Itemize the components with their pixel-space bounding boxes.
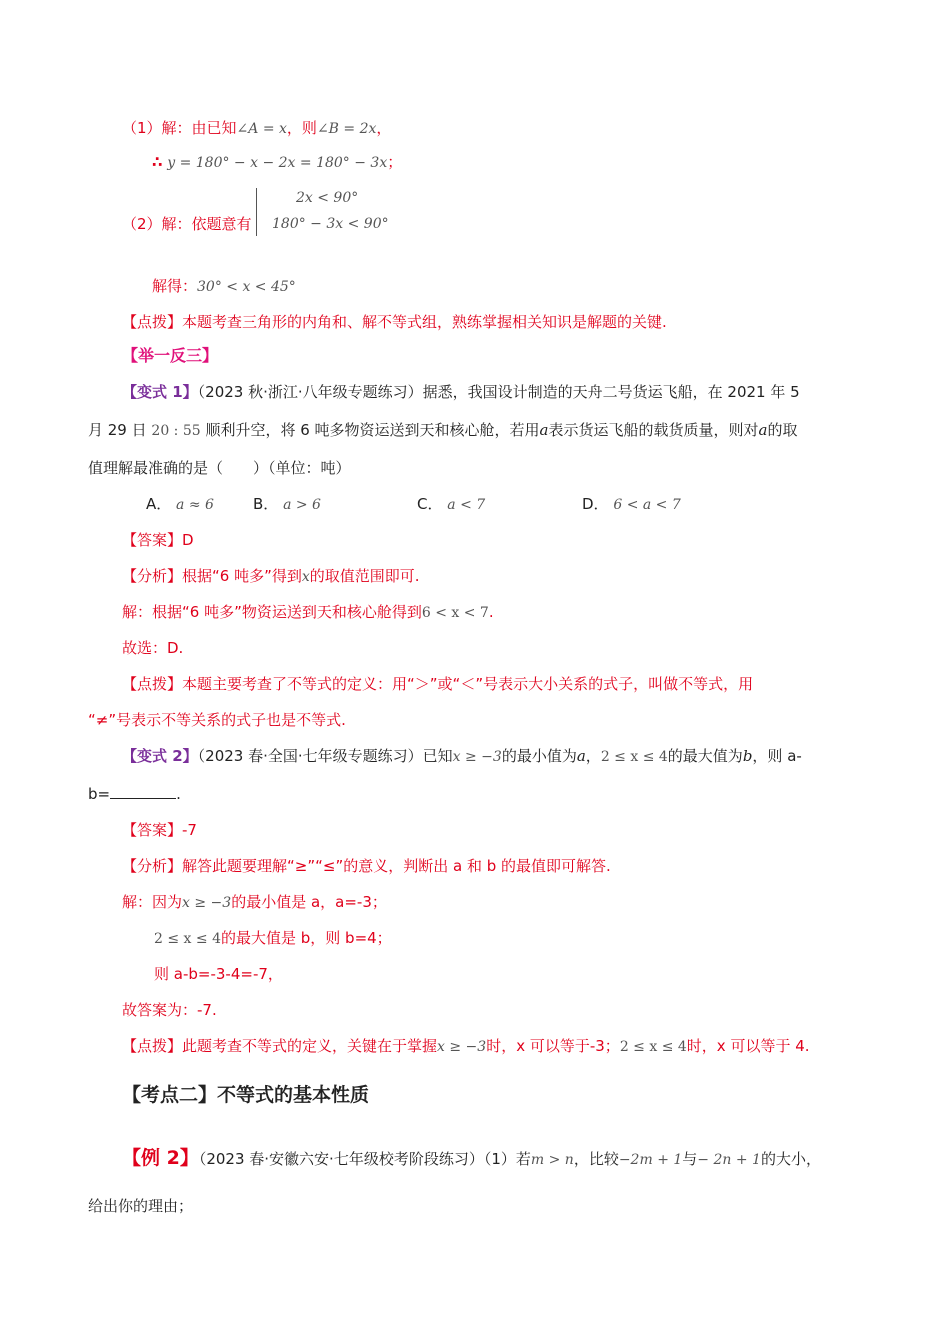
var-a: a xyxy=(576,747,586,765)
solution-v2-1-pre: 解：因为 xyxy=(122,893,183,911)
practice-heading: 【举一反三】 xyxy=(122,346,219,365)
tip-2-text-1: 本题主要考查了不等式的定义：用“＞”或“＜”号表示大小关系的式子，叫做不等式，用 xyxy=(182,675,754,693)
answer-blank[interactable] xyxy=(110,784,176,799)
variant-1-text-2a: 月 29 日 xyxy=(88,421,147,439)
tip-3-pre: 此题考查不等式的定义，关键在于掌握 xyxy=(182,1037,438,1055)
tip-1 xyxy=(122,312,667,332)
solution-2-prefix: （2）解：依题意有 xyxy=(122,215,252,233)
example-2-label: 【例 2】 xyxy=(122,1147,199,1169)
tip-2-line-1 xyxy=(122,674,753,694)
solution-1-line xyxy=(122,118,391,139)
option-d-math: 6 < a < 7 xyxy=(613,497,681,513)
example-2-and: 与 xyxy=(682,1150,698,1168)
solution-2b-prefix: 解得： xyxy=(152,277,198,295)
option-a-math: a ≈ 6 xyxy=(176,497,214,513)
tip-2-label: 【点拨】 xyxy=(122,675,183,693)
variant-2-b-eq: b= xyxy=(88,785,111,803)
tip-1-text: 本题考查三角形的内角和、解不等式组，熟练掌握相关知识是解题的关键. xyxy=(182,313,667,331)
analysis-1-pre: 根据“6 吨多”得到 xyxy=(182,567,302,585)
solution-1-end: ， xyxy=(376,119,392,137)
variant-2-mid1: 的最小值为 xyxy=(501,747,577,765)
tip-1-label: 【点拨】 xyxy=(122,313,183,331)
answer-2-text: -7 xyxy=(182,821,197,839)
solution-v2-2 xyxy=(154,928,392,949)
variant-2-mid2: 的最大值为 xyxy=(667,747,743,765)
solution-v2-4: 故答案为：-7. xyxy=(122,1001,217,1019)
system-eq-2: 180° − 3x < 90° xyxy=(272,216,389,232)
option-b xyxy=(253,494,321,515)
option-c-label: C． xyxy=(417,495,443,513)
variant-1-label: 【变式 1】 xyxy=(122,383,198,401)
therefore-symbol: ∴ xyxy=(152,153,163,171)
system-eq-1: 2x < 90° xyxy=(296,190,359,206)
solution-2b-line xyxy=(152,276,296,297)
math-m-gt-n: m > n xyxy=(530,1152,574,1168)
solution-1-prefix: （1）解：由已知 xyxy=(122,119,237,137)
solution-v2-2-post: 的最大值是 b，则 b=4； xyxy=(220,929,392,947)
math-y-expression: y = 180° − x − 2x = 180° − 3x xyxy=(167,155,388,171)
solution-1b-end: ； xyxy=(387,153,403,171)
variant-2-line-2 xyxy=(88,784,181,804)
variant-2-pre: （2023 春·全国·七年级专题练习）已知 xyxy=(197,747,453,765)
analysis-2-label: 【分析】 xyxy=(122,857,183,875)
tip-3-label: 【点拨】 xyxy=(122,1037,183,1055)
answer-1-text: D xyxy=(182,531,194,549)
analysis-2 xyxy=(122,856,611,876)
variant-2-comma: ， xyxy=(585,747,601,765)
option-a xyxy=(146,494,214,515)
analysis-1-post: 的取值范围即可. xyxy=(309,567,420,585)
tip-3-mid: 时，x 可以等于-3； xyxy=(486,1037,620,1055)
variant-1-text-2b: 顺利升空，将 6 吨多物资运送到天和核心舱，若用 xyxy=(205,421,540,439)
variant-1-line-1 xyxy=(122,382,800,402)
tip-3 xyxy=(122,1036,810,1057)
variant-2-dot: . xyxy=(176,785,181,803)
math-neg2n-plus-1: − 2n + 1 xyxy=(697,1152,761,1168)
math-angle-b: ∠B = 2x xyxy=(316,121,377,137)
section-heading: 【考点二】不等式的基本性质 xyxy=(122,1084,370,1106)
math-range-result: 30° < x < 45° xyxy=(197,279,296,295)
solution-v1-post: . xyxy=(488,603,494,621)
math-neg2m-plus-1: −2m + 1 xyxy=(618,1152,683,1168)
var-a: a xyxy=(758,421,768,439)
example-2-post: 的大小， xyxy=(760,1150,821,1168)
variant-1-line-2 xyxy=(88,420,797,441)
math-2-x-4: 2 ≤ x ≤ 4 xyxy=(619,1039,687,1055)
answer-2-label: 【答案】 xyxy=(122,821,183,839)
solution-v2-1-post: 的最小值是 a，a=-3； xyxy=(231,893,387,911)
variant-1-text-2d: 的取 xyxy=(767,421,798,439)
variant-1-line-3: 值理解最准确的是（ ）（单位：吨） xyxy=(88,459,351,477)
variant-1-text-2c: 表示货运飞船的载货质量，则对 xyxy=(548,421,759,439)
tip-3-post: 时，x 可以等于 4. xyxy=(686,1037,810,1055)
math-x-ge-neg3: x ≥ −3 xyxy=(437,1039,487,1055)
solution-1-mid: ，则 xyxy=(286,119,317,137)
math-angle-a: ∠A = x xyxy=(236,121,287,137)
tip-2-line-2: “≠”号表示不等关系的式子也是不等式. xyxy=(88,711,346,729)
math-launch-time: 20 : 55 xyxy=(151,423,201,439)
solution-1b-line xyxy=(152,152,402,173)
option-c xyxy=(417,494,485,515)
select-v1: 故选：D. xyxy=(122,639,184,657)
solution-v1-pre: 解：根据“6 吨多”物资运送到天和核心舱得到 xyxy=(122,603,422,621)
variant-2-line-1 xyxy=(122,746,802,767)
example-2-line-2: 给出你的理由； xyxy=(88,1197,194,1215)
variant-2-end: ，则 a- xyxy=(752,747,802,765)
math-x-ge-neg3: x ≥ −3 xyxy=(182,895,232,911)
solution-v2-1 xyxy=(122,892,387,913)
example-2-mid: ，比较 xyxy=(573,1150,619,1168)
example-2-line-1 xyxy=(122,1146,821,1172)
option-b-label: B． xyxy=(253,495,279,513)
option-d xyxy=(582,494,681,515)
answer-1 xyxy=(122,530,194,550)
system-brace xyxy=(256,188,265,236)
analysis-1 xyxy=(122,566,420,587)
math-x-ge-neg3: x ≥ −3 xyxy=(452,749,502,765)
math-2-x-4: 2 ≤ x ≤ 4 xyxy=(600,749,668,765)
analysis-1-label: 【分析】 xyxy=(122,567,183,585)
variant-1-text-1: （2023 秋·浙江·八年级专题练习）据悉，我国设计制造的天舟二号货运飞船，在 2021 年 5 xyxy=(197,383,800,401)
var-x: x xyxy=(301,569,310,585)
var-a: a xyxy=(539,421,549,439)
variant-2-label: 【变式 2】 xyxy=(122,747,198,765)
analysis-2-text: 解答此题要理解“≥”“≤”的意义，判断出 a 和 b 的最值即可解答. xyxy=(182,857,611,875)
example-2-pre: （2023 春·安徽六安·七年级校考阶段练习）（1）若 xyxy=(198,1150,531,1168)
answer-1-label: 【答案】 xyxy=(122,531,183,549)
option-b-math: a > 6 xyxy=(283,497,321,513)
solution-v1 xyxy=(122,602,494,623)
option-c-math: a < 7 xyxy=(447,497,486,513)
answer-2 xyxy=(122,820,197,840)
math-6-x-7: 6 < x < 7 xyxy=(421,605,489,621)
solution-v2-3: 则 a-b=-3-4=-7， xyxy=(154,965,283,983)
var-b: b xyxy=(742,747,753,765)
option-d-label: D． xyxy=(582,495,609,513)
math-2-x-4: 2 ≤ x ≤ 4 xyxy=(154,931,221,947)
option-a-label: A． xyxy=(146,495,172,513)
